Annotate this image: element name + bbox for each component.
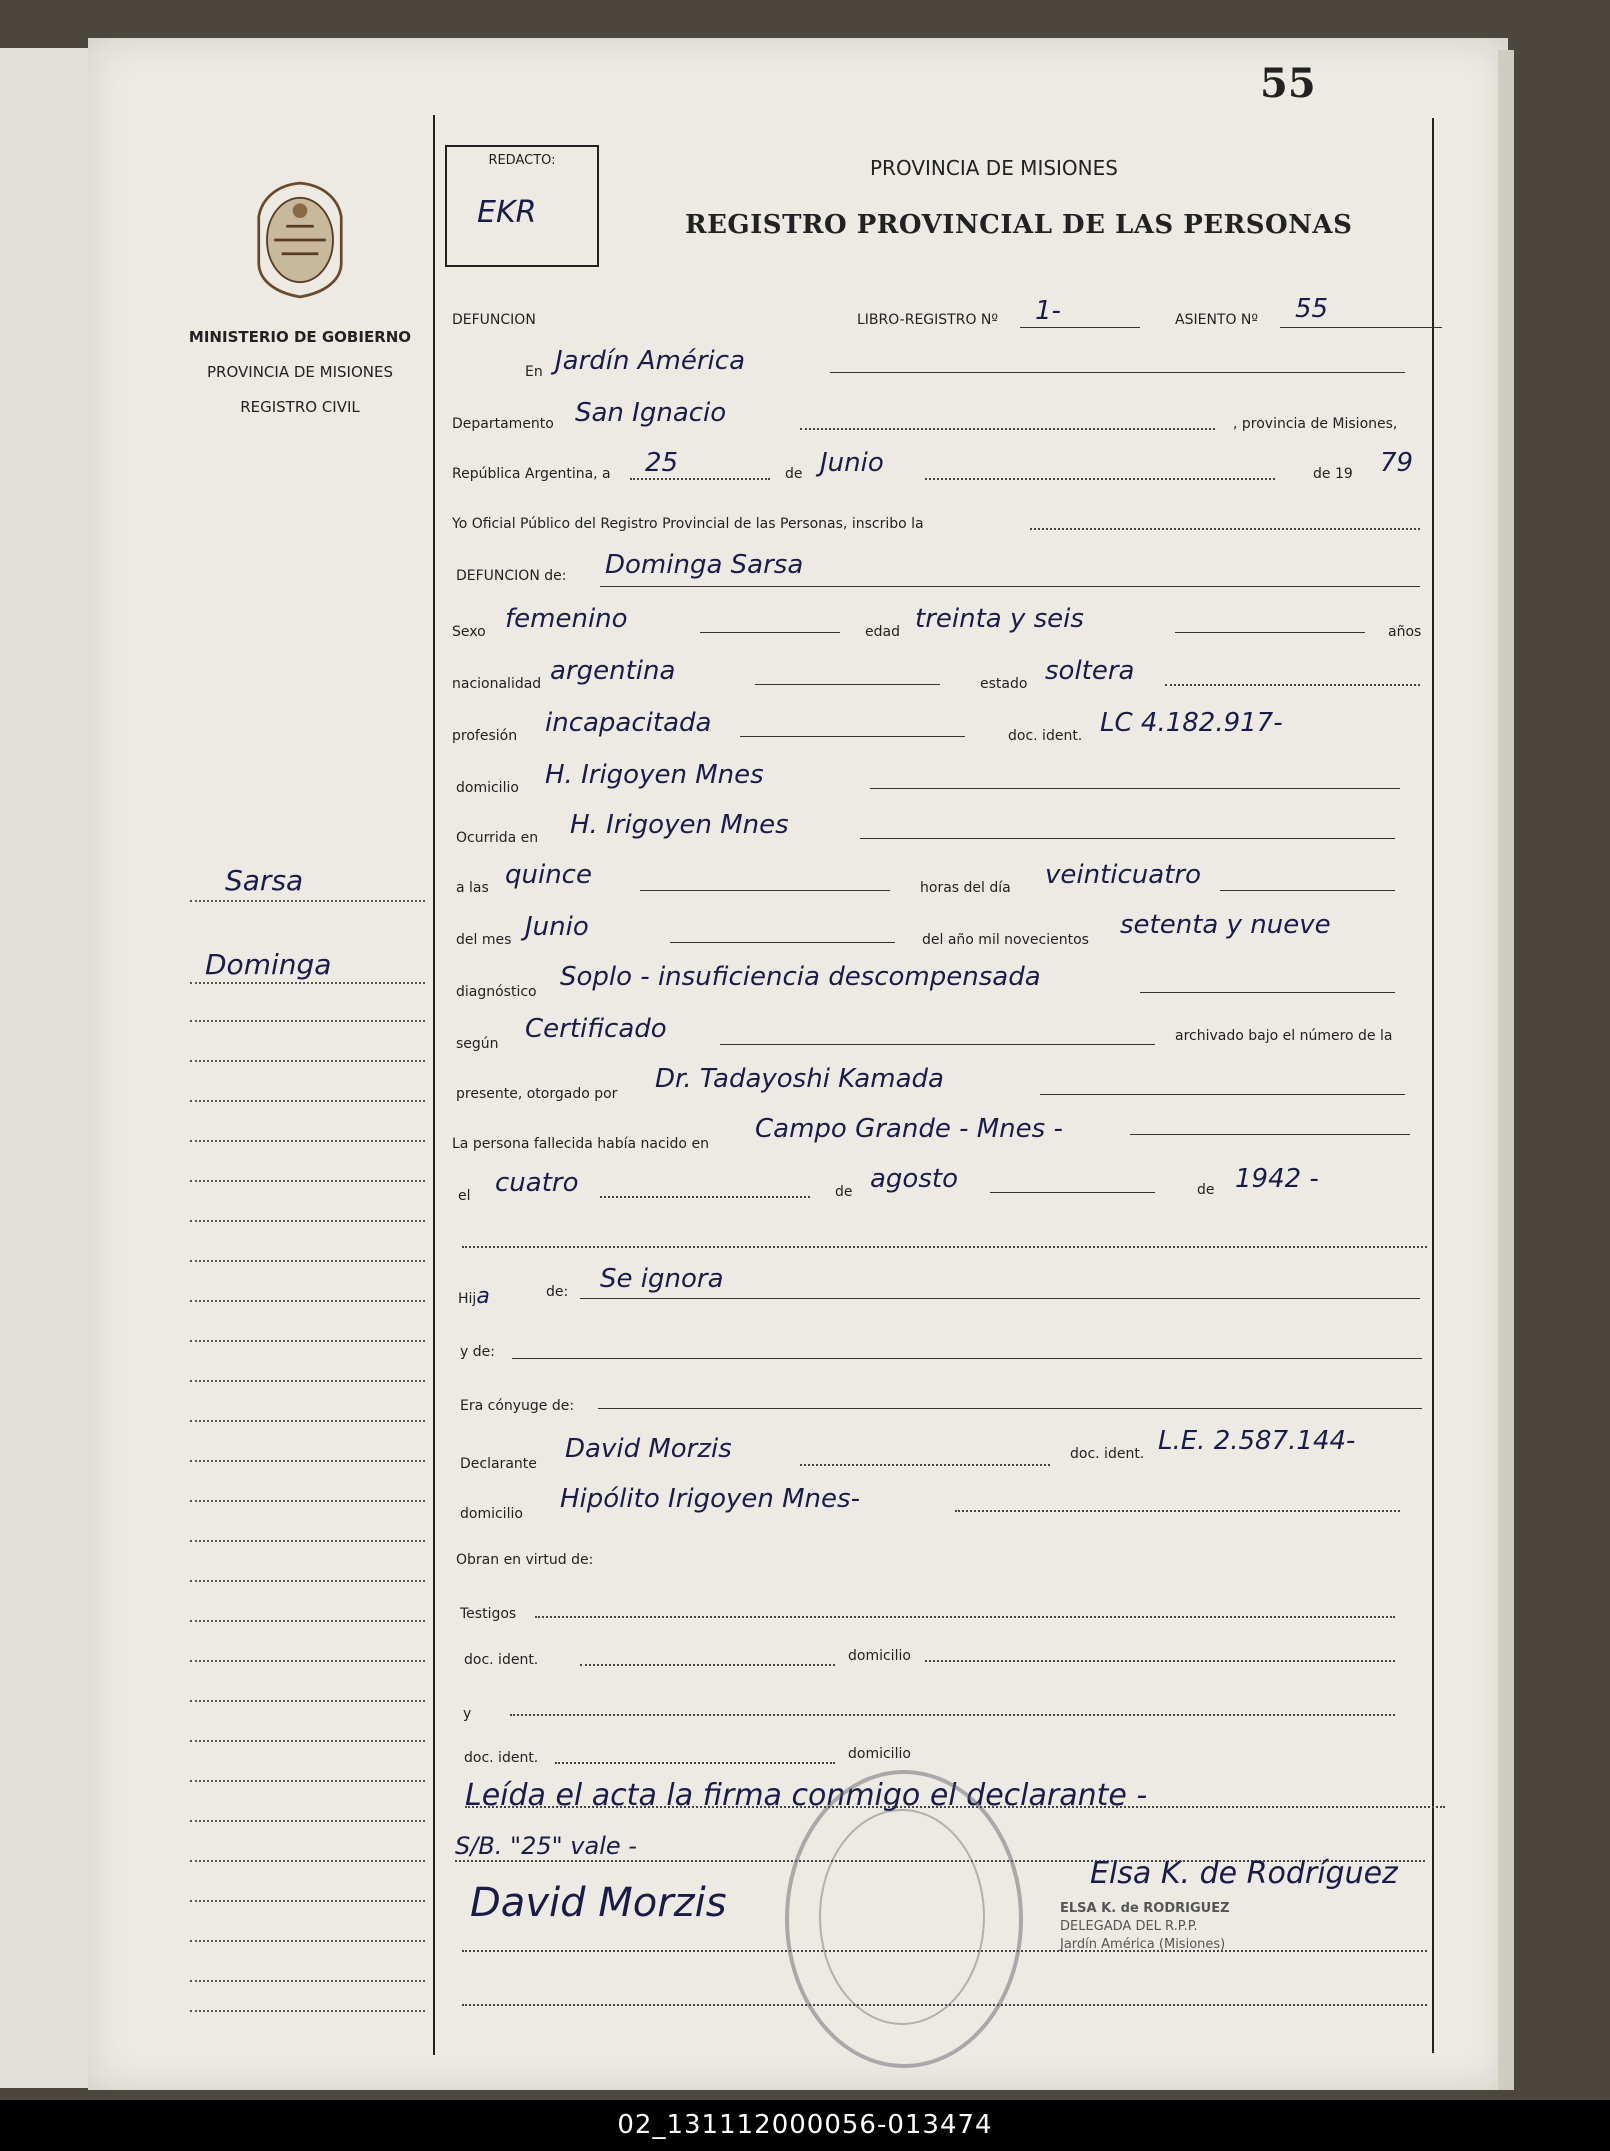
extra-line-1 [462, 1246, 1427, 1248]
segun-label: según [456, 1036, 499, 1052]
archivado-label: archivado bajo el número de la [1175, 1028, 1393, 1044]
margin-line [190, 1220, 425, 1222]
mes-value: Junio [820, 448, 884, 478]
nacido-label: La persona fallecida había nacido en [452, 1136, 709, 1152]
asiento-label: ASIENTO Nº [1175, 312, 1259, 328]
diagnostico-value: Soplo - insuficiencia descompensada [560, 962, 1041, 992]
official-stamp-line-1: ELSA K. de RODRIGUEZ [1060, 1901, 1230, 1916]
alas-value: quince [505, 860, 592, 890]
margin-line [190, 1900, 425, 1902]
declarante-line [800, 1464, 1050, 1466]
margin-name: Dominga [205, 948, 332, 981]
doc-label: doc. ident. [1008, 728, 1083, 744]
ministry-block [150, 320, 450, 425]
margin-line [190, 1380, 425, 1382]
margin-line [190, 1620, 425, 1622]
estado-label: estado [980, 676, 1028, 692]
margin-line [190, 982, 425, 984]
de-mes-value: agosto [870, 1164, 958, 1194]
margin-line [190, 1780, 425, 1782]
decl-domicilio-line [955, 1510, 1400, 1512]
libro-line [1020, 327, 1140, 328]
margin-line [190, 1100, 425, 1102]
alas-line [640, 890, 890, 891]
redacto-box [445, 145, 599, 267]
margin-line [190, 1580, 425, 1582]
departamento-label: Departamento [452, 416, 554, 432]
margin-line [190, 2010, 425, 2012]
margin-line [190, 1740, 425, 1742]
republica-label: República Argentina, a [452, 466, 611, 482]
segun-line [720, 1044, 1155, 1045]
margin-line [190, 1180, 425, 1182]
horas-label: horas del día [920, 880, 1011, 896]
segun-value: Certificado [525, 1014, 667, 1044]
libro-label: LIBRO-REGISTRO Nº [857, 312, 998, 328]
left-page-edge [0, 48, 90, 2088]
en-label: En [525, 364, 543, 380]
de-anio-value: 1942 - [1235, 1164, 1319, 1194]
anio-mil-label: del año mil novecientos [922, 932, 1089, 948]
official-seal-inner [819, 1809, 985, 2025]
conyuge-line [598, 1408, 1422, 1409]
hijo-de-value: Se ignora [600, 1264, 724, 1294]
registry-title: REGISTRO PROVINCIAL DE LAS PERSONAS [685, 210, 1353, 240]
delmes-line [670, 942, 895, 943]
domicilio-value: H. Irigoyen Mnes [545, 760, 764, 790]
presente-value: Dr. Tadayoshi Kamada [655, 1064, 944, 1094]
decl-domicilio-value: Hipólito Irigoyen Mnes- [560, 1484, 860, 1514]
margin-line [190, 1860, 425, 1862]
margin-line [190, 900, 425, 902]
testigo2-line [510, 1714, 1395, 1716]
margin-line [190, 1300, 425, 1302]
declarante-signature: David Morzis [470, 1880, 727, 1926]
closing-line-2: S/B. "25" vale - [455, 1832, 637, 1860]
departamento-value: San Ignacio [575, 398, 727, 428]
ocurrida-line [860, 838, 1395, 839]
testigo1-doc-label: doc. ident. [464, 1652, 539, 1668]
province-crest-icon [245, 175, 355, 305]
defuncion-de-line [600, 586, 1420, 587]
el-label: el [458, 1188, 471, 1204]
testigo2-doc-label: doc. ident. [464, 1750, 539, 1766]
margin-surname: Sarsa [225, 864, 304, 897]
anos-label: años [1388, 624, 1422, 640]
obran-label: Obran en virtud de: [456, 1552, 594, 1568]
sexo-value: femenino [505, 604, 628, 634]
official-stamp-line-3: Jardín América (Misiones) [1060, 1937, 1226, 1952]
hijo-label-text: Hij [458, 1291, 477, 1307]
margin-line [190, 1060, 425, 1062]
margin-line [190, 1420, 425, 1422]
diagnostico-label: diagnóstico [456, 984, 537, 1000]
profesion-value: incapacitada [545, 708, 712, 738]
margin-line [190, 1340, 425, 1342]
margin-line [190, 1500, 425, 1502]
libro-value: 1- [1035, 296, 1061, 326]
testigo1-dom-label: domicilio [848, 1648, 911, 1664]
horas-value: veinticuatro [1045, 860, 1201, 890]
oficial-line [1030, 528, 1420, 530]
redacto-label: REDACTO: [488, 153, 556, 168]
ocurrida-label: Ocurrida en [456, 830, 539, 846]
decl-domicilio-label: domicilio [460, 1506, 523, 1522]
nacido-value: Campo Grande - Mnes - [755, 1114, 1063, 1144]
doc-value: LC 4.182.917- [1100, 708, 1283, 738]
yde-label: y de: [460, 1344, 495, 1360]
departamento-line [800, 428, 1215, 430]
hijo-de-line [580, 1298, 1420, 1299]
provincia-suffix: , provincia de Misiones, [1233, 416, 1398, 432]
de-anio-label: de [1197, 1182, 1215, 1198]
redacto-value: EKR [477, 195, 537, 230]
margin-line [190, 1940, 425, 1942]
margin-line [190, 1700, 425, 1702]
delmes-value: Junio [525, 912, 589, 942]
anio-mil-value: setenta y nueve [1120, 910, 1331, 940]
nacionalidad-label: nacionalidad [452, 676, 542, 692]
province-title: PROVINCIA DE MISIONES [870, 156, 1118, 180]
de-mes-label: de [835, 1184, 853, 1200]
oficial-text: Yo Oficial Público del Registro Provincial de las Personas, inscribo la [452, 516, 924, 532]
defuncion-de-label: DEFUNCION de: [456, 568, 567, 584]
de19-label: de 19 [1313, 466, 1353, 482]
margin-line [190, 1820, 425, 1822]
ocurrida-value: H. Irigoyen Mnes [570, 810, 789, 840]
nacionalidad-line [755, 684, 940, 685]
official-stamp-line-2: DELEGADA DEL R.P.P. [1060, 1919, 1198, 1934]
official-stamp-text [1060, 1900, 1230, 1954]
hijo-label [458, 1284, 490, 1309]
record-type-label: DEFUNCION [452, 312, 536, 328]
hijo-suffix: a [476, 1284, 490, 1309]
image-id-footer: 02_131112000056-013474 [0, 2100, 1610, 2151]
margin-line [190, 1140, 425, 1142]
official-signature: Elsa K. de Rodríguez [1090, 1856, 1398, 1891]
alas-label: a las [456, 880, 489, 896]
conyuge-label: Era cónyuge de: [460, 1398, 575, 1414]
horas-line [1220, 890, 1395, 891]
de-mes-line [990, 1192, 1155, 1193]
margin-line [190, 1260, 425, 1262]
ministry-line-2: PROVINCIA DE MISIONES [207, 363, 393, 381]
declarante-value: David Morzis [565, 1434, 732, 1464]
el-value: cuatro [495, 1168, 579, 1198]
nacido-line [1130, 1134, 1410, 1135]
el-line [600, 1196, 810, 1198]
asiento-line [1280, 327, 1442, 328]
closing-line-1: Leída el acta la firma conmigo el declarante - [465, 1778, 1148, 1813]
presente-label: presente, otorgado por [456, 1086, 618, 1102]
en-value: Jardín América [555, 346, 746, 376]
en-line [830, 372, 1405, 373]
right-vertical-rule [1432, 118, 1434, 2053]
testigo1-doc-line [580, 1664, 835, 1666]
testigos-line [535, 1616, 1395, 1618]
testigo1-dom-line [925, 1660, 1395, 1662]
profesion-line [740, 736, 965, 737]
estado-value: soltera [1045, 656, 1135, 686]
asiento-value: 55 [1295, 294, 1329, 324]
edad-line [1175, 632, 1365, 633]
dia-value: 25 [645, 448, 679, 478]
ministry-line-1: MINISTERIO DE GOBIERNO [188, 328, 412, 346]
ministry-line-3: REGISTRO CIVIL [240, 398, 360, 416]
declarante-doc-label: doc. ident. [1070, 1446, 1145, 1462]
dia-line [630, 478, 770, 480]
margin-line [190, 1020, 425, 1022]
testigo2-dom-label: domicilio [848, 1746, 911, 1762]
domicilio-label: domicilio [456, 780, 519, 796]
delmes-label: del mes [456, 932, 512, 948]
edad-value: treinta y seis [915, 604, 1084, 634]
profesion-label: profesión [452, 728, 518, 744]
margin-line [190, 1660, 425, 1662]
declarante-label: Declarante [460, 1456, 537, 1472]
testigo2-doc-line [555, 1762, 835, 1764]
mes-line [925, 478, 1275, 480]
yde-line [512, 1358, 1422, 1359]
domicilio-line [870, 788, 1400, 789]
testigos-label: Testigos [460, 1606, 517, 1622]
defuncion-de-value: Dominga Sarsa [605, 550, 804, 580]
diagnostico-line [1140, 992, 1395, 993]
margin-line [190, 1980, 425, 1982]
page-stack-edge [1498, 50, 1514, 2090]
hijo-de-label: de: [546, 1284, 569, 1300]
official-seal-stamp [785, 1770, 1023, 2068]
y-label: y [463, 1706, 472, 1722]
nacionalidad-value: argentina [550, 656, 676, 686]
de-label: de [785, 466, 803, 482]
sexo-label: Sexo [452, 624, 486, 640]
page-number: 55 [1260, 60, 1316, 107]
anio-value: 79 [1380, 448, 1414, 478]
margin-line [190, 1460, 425, 1462]
estado-line [1165, 684, 1420, 686]
declarante-doc-value: L.E. 2.587.144- [1158, 1426, 1356, 1456]
edad-label: edad [865, 624, 900, 640]
margin-line [190, 1540, 425, 1542]
presente-line [1040, 1094, 1405, 1095]
sexo-line [700, 632, 840, 633]
